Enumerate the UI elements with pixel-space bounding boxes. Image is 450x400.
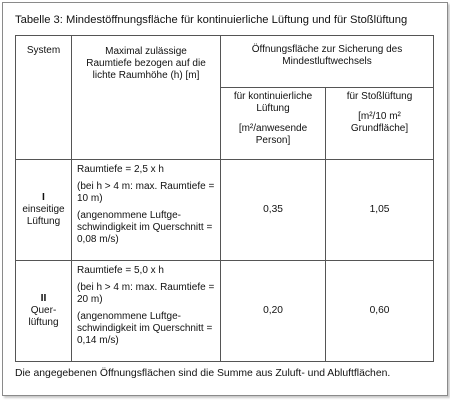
header-system: System: [16, 36, 72, 160]
system-number: II: [40, 293, 47, 304]
header-kontinuierlich-unit: [m²/anwesende Person]: [238, 123, 308, 146]
airspeed-note: (angenommene Luftge-schwindigkeit im Querschnitt = 0,08 m/s): [77, 210, 213, 245]
system-name: einseitige Lüftung: [22, 204, 65, 227]
raumtiefe-limit: (bei h > 4 m: max. Raumtiefe = 10 m): [77, 181, 215, 204]
raumtiefe-line: Raumtiefe = 5,0 x h: [77, 265, 164, 276]
raumtiefe-cell: [72, 261, 221, 362]
value-kontinuierlich: 0,35: [221, 160, 326, 261]
table-row: [16, 160, 434, 261]
system-cell: [16, 160, 72, 261]
raumtiefe-cell: [72, 160, 221, 261]
header-stoss: [326, 88, 434, 160]
value-stoss: 0,60: [326, 261, 434, 362]
table-row: [16, 261, 434, 362]
ventilation-table: [15, 35, 434, 362]
header-raumtiefe: [72, 36, 221, 160]
value-kontinuierlich: 0,20: [221, 261, 326, 362]
raumtiefe-line: Raumtiefe = 2,5 x h: [77, 164, 164, 175]
header-row-1: [16, 36, 434, 88]
header-raumtiefe-text: Maximal zulässige Raumtiefe bezogen auf die lichte Raumhöhe (h) [m]: [86, 46, 206, 81]
header-oeffnungsflaeche-text: Öffnungsfläche zur Sicherung des Mindestluftwechsels: [251, 44, 403, 67]
header-kontinuierlich-label: für kontinuierliche Lüftung: [233, 91, 313, 114]
system-number: I: [42, 192, 45, 203]
airspeed-note: (angenommene Luftge-schwindigkeit im Querschnitt = 0,14 m/s): [77, 311, 213, 346]
value-stoss: 1,05: [326, 160, 434, 261]
header-kontinuierlich: [221, 88, 326, 160]
table-footnote: Die angegebenen Öffnungsflächen sind die Summe aus Zuluft- und Abluftflächen.: [15, 368, 391, 379]
table-caption: Tabelle 3: Mindestöffnungsfläche für kontinuierliche Lüftung und für Stoßlüftung: [15, 14, 408, 26]
system-cell: [16, 261, 72, 362]
header-stoss-unit: [m²/10 m² Grundfläche]: [350, 111, 409, 134]
raumtiefe-limit: (bei h > 4 m: max. Raumtiefe = 20 m): [77, 282, 215, 305]
header-oeffnungsflaeche: [221, 36, 434, 88]
system-name: Quer-lüftung: [28, 305, 59, 328]
header-stoss-label: für Stoßlüftung: [346, 91, 413, 102]
